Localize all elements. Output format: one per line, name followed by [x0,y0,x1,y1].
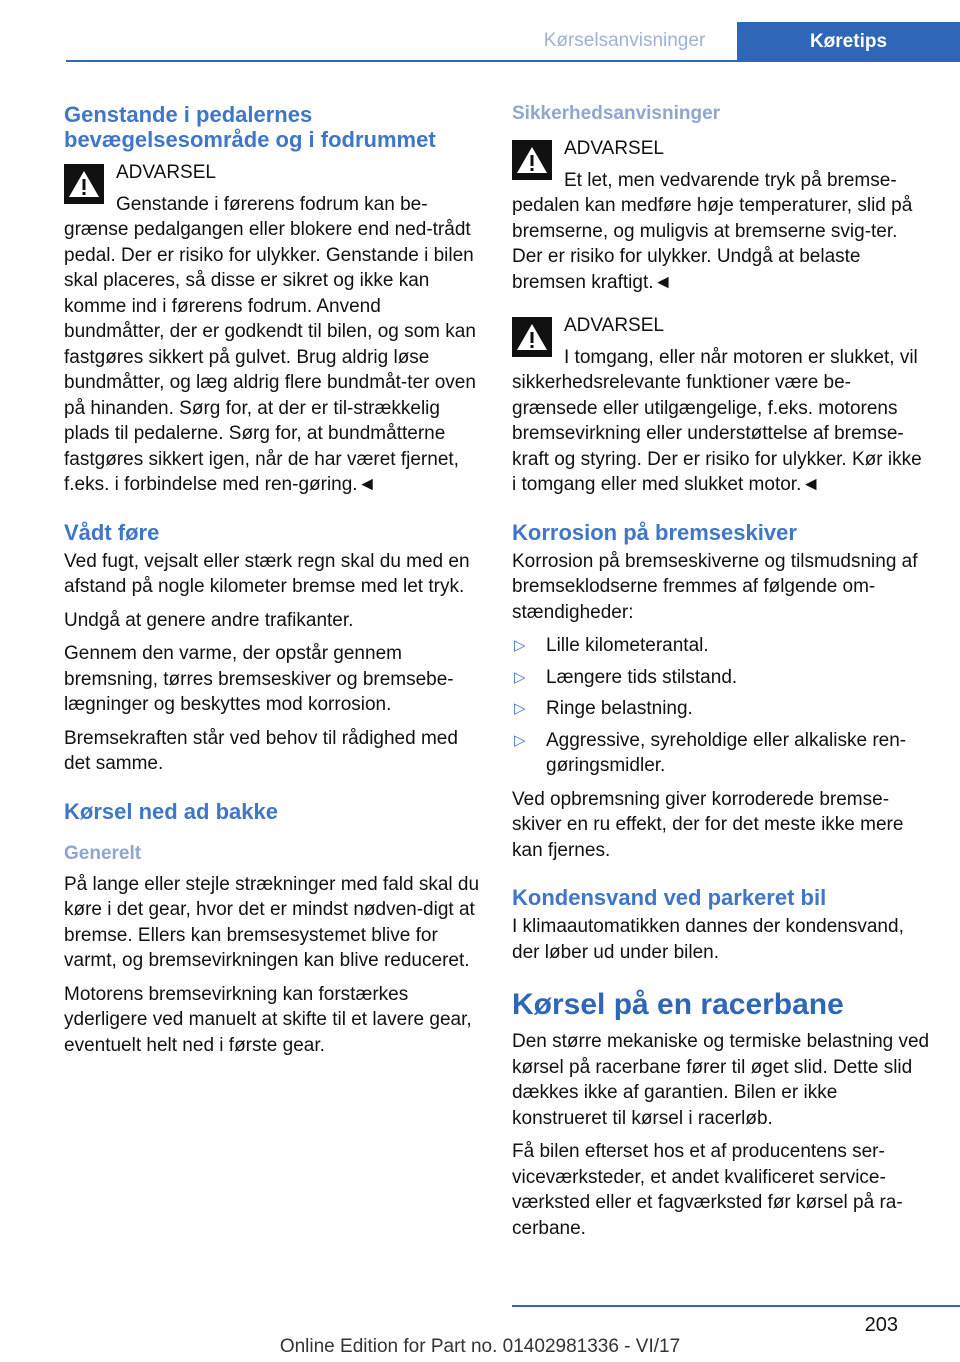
heading-condensation: Kondensvand ved parkeret bil [512,885,827,910]
page-number: 203 [864,1314,898,1336]
corrosion-list [512,633,930,779]
heading-race-track: Kørsel på en racerbane [512,988,844,1021]
warning-text: I tomgang, eller når motoren er slukket, vil sikkerhedsrelevante funktioner være be-grænsede eller utilgængelige, f.eks. motorens bremsevirkning eller understøttelse af bremse-kraft og styring. Der er risiko for ulykker. Kør ikke i tomgang eller med slukket motor.◄ [512,346,922,495]
list-item: ▷ Ringe belastning. [512,696,930,722]
warning-text: Et let, men vedvarende tryk på bremse-pedalen kan medføre høje temperaturer, slid på bremserne, og muligvis at bremserne svig-ter. Der er risiko for ulykker. Undgå at belaste bremsen kraftigt.◄ [512,169,913,293]
warning-box-idle [512,313,930,498]
warning-label: ADVARSEL [564,315,664,336]
paragraph: Motorens bremsevirkning kan forstærkes yderligere ved manuelt at skifte til et lavere gear, eventuelt helt ned i første gear. [64,983,472,1056]
paragraph: Bremsekraften står ved behov til rådighed med det samme. [64,727,458,774]
heading-corrosion: Korrosion på bremseskiver [512,519,797,545]
heading-downhill: Kørsel ned ad bakke [64,798,278,824]
paragraph: Gennem den varme, der opstår gennem bremsning, tørres bremseskiver og bremsebe-lægninger og beskyttes mod korrosion. [64,643,454,715]
triangle-right-bullet-icon: ▷ [514,668,526,686]
tab-korselsanvisninger[interactable]: Kørselsanvisninger [543,30,706,51]
footer-rule [512,1305,960,1307]
heading-wet-road: Vådt føre [64,519,160,545]
paragraph: Den større mekaniske og termiske belastning ved kørsel på racerbane fører til øget slid. Dette slid dækkes ikke af garantien. Bilen er ikke konstrueret til kørsel i racerløb. [512,1031,930,1129]
paragraph: Undgå at genere andre trafikanter. [64,609,354,631]
warning-triangle-icon [64,164,104,204]
paragraph: Ved opbremsning giver korroderede bremse-skiver en ru effekt, der for det meste ikke mere kan fjernes. [512,788,904,861]
warning-label: ADVARSEL [116,162,216,183]
subheading-general: Generelt [64,842,142,864]
subheading-safety: Sikkerhedsanvisninger [512,103,721,124]
paragraph: I klimaautomatikken dannes der kondensvand, der løber ud under bilen. [512,916,904,963]
warning-label: ADVARSEL [564,138,664,159]
list-item: ▷ Aggressive, syreholdige eller alkaliske ren-gøringsmidler. [514,729,907,776]
right-column [512,102,930,1249]
warning-box-brake-pressure [512,136,930,295]
warning-triangle-icon [512,140,552,180]
left-column [64,102,482,1066]
warning-box-footwell [64,160,482,498]
edition-footer: Online Edition for Part no. 01402981336 - VI/17 [279,1336,681,1357]
paragraph: På lange eller stejle strækninger med fald skal du køre i det gear, hvor det er mindst nødven-digt at bremse. Ellers kan bremsesystemet blive for varmt, og bremsevirkningen kan blive reduceret. [64,873,480,971]
tab-koretips[interactable]: Køretips [737,22,960,62]
triangle-right-bullet-icon: ▷ [514,637,526,654]
warning-triangle-icon [512,317,552,357]
paragraph: Ved fugt, vejsalt eller stærk regn skal du med en afstand på nogle kilometer bremse med let tryk. [64,550,470,597]
triangle-right-bullet-icon: ▷ [514,700,526,717]
heading-items-in-footwell: Genstande i pedalernes bevægelsesområde og i fodrummet [64,102,436,152]
list-item: ▷ Længere tids stilstand. [512,665,930,691]
paragraph: Korrosion på bremseskiverne og tilsmudsning af bremseklodserne fremmes af følgende om-stændigheder: [512,550,918,623]
list-item: ▷ Lille kilometerantal. [512,633,930,659]
paragraph: Få bilen efterset hos et af producentens ser-viceværksteder, et andet kvalificeret service-værksted eller et fagværksted før kørsel på ra-cerbane. [512,1141,903,1239]
triangle-right-bullet-icon: ▷ [514,731,526,749]
warning-text: Genstande i førerens fodrum kan be-grænse pedalgangen eller blokere end ned-trådt pedal. Der er risiko for ulykker. Genstande i bilen skal placeres, så disse er sikret og ikke kan komme ind i førerens fodrum. Anvend bundmåtter, der er godkendt til bilen, og som kan fastgøres sikkert på gulvet. Brug aldrig løse bundmåtter, og læg aldrig flere bundmåt-ter oven på hinanden. Sørg for, at der er til-strækkelig plads til pedalerne. Sørg for, at bundmåtterne fastgøres sikkert igen, når de har været fjernet, f.eks. i forbindelse med ren-gøring.◄ [64,193,476,495]
